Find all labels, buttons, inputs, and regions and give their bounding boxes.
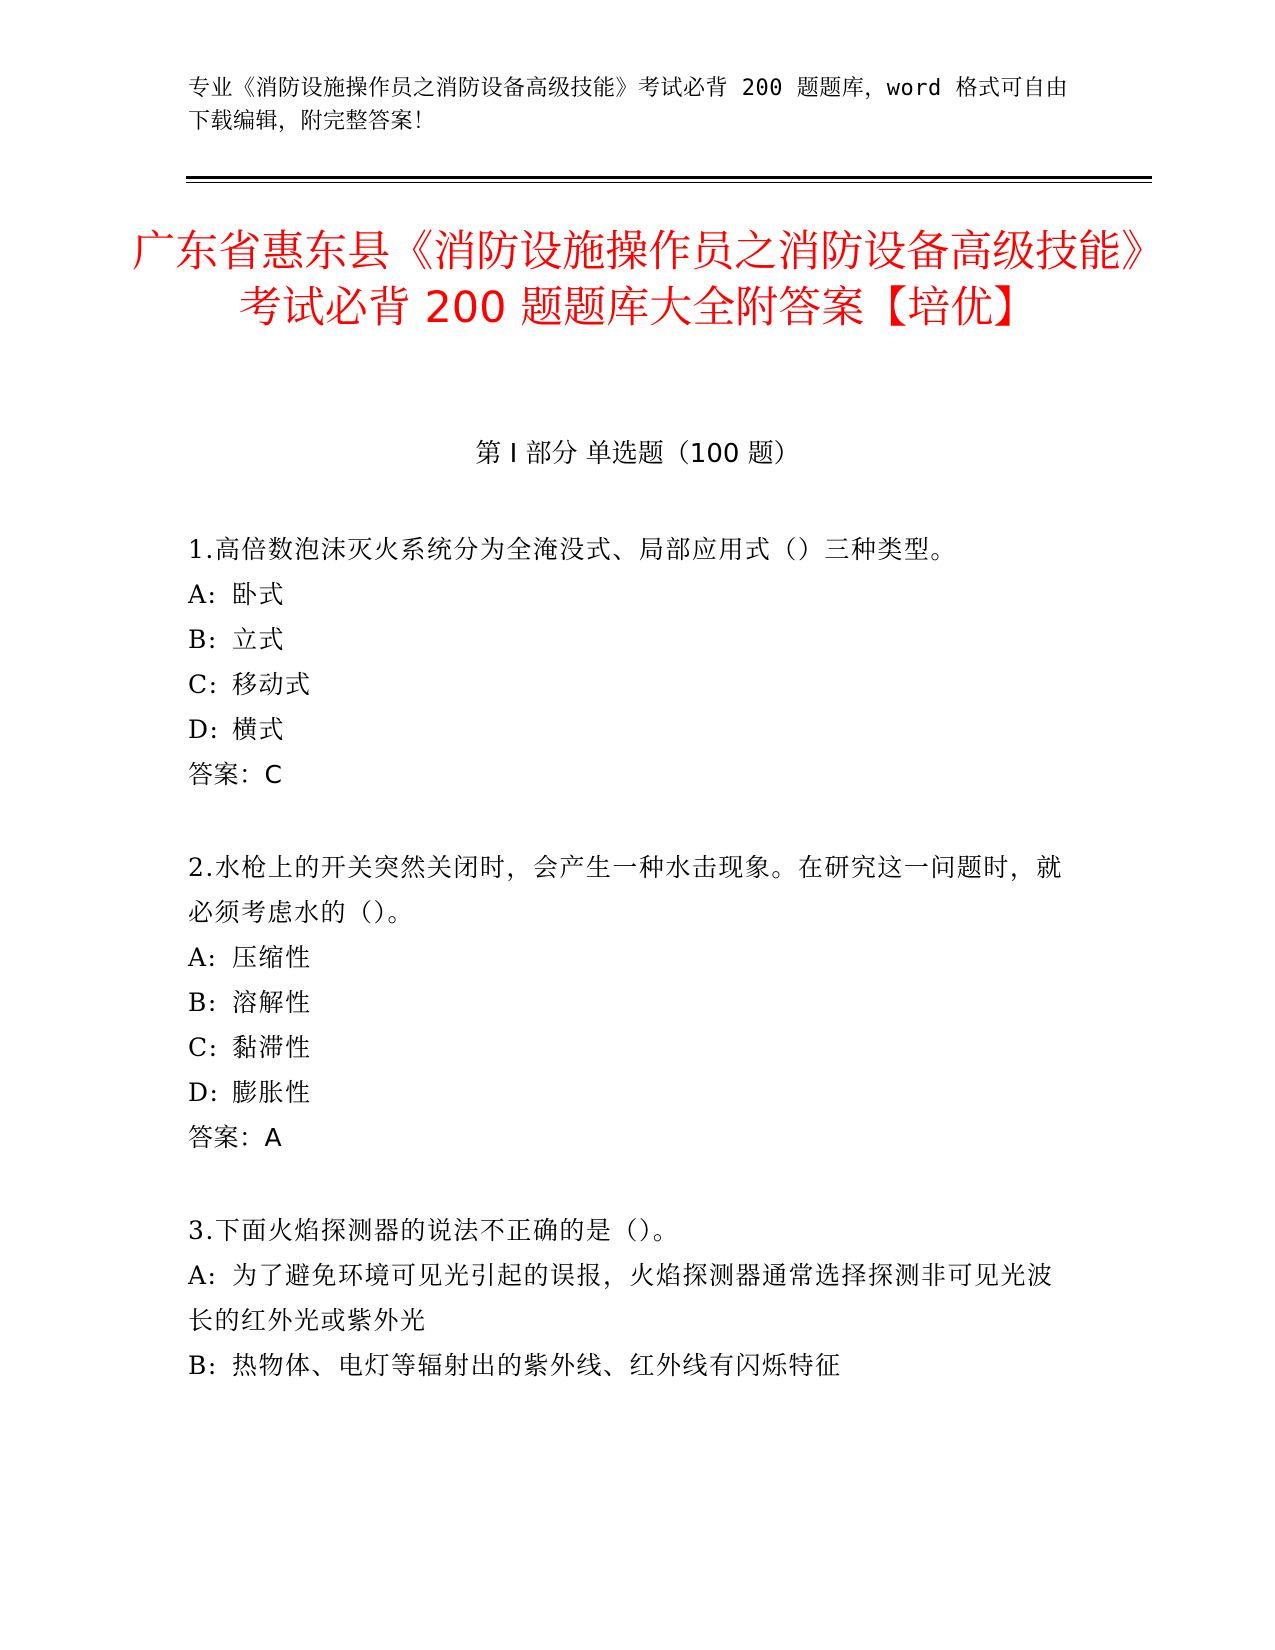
option-text: 压缩性 xyxy=(232,943,312,972)
option-letter: D: xyxy=(188,715,220,744)
question-list xyxy=(188,527,1078,1436)
option-text: 热物体、电灯等辐射出的紫外线、红外线有闪烁特征 xyxy=(232,1351,842,1380)
header-note: 专业《消防设施操作员之消防设备高级技能》考试必背 200 题题库，word 格式可自由下载编辑，附完整答案！ xyxy=(188,76,1068,134)
question-answer: 答案：C xyxy=(188,760,283,789)
option-text: 溶解性 xyxy=(232,988,312,1017)
header-divider-thin xyxy=(186,182,1152,183)
option-letter: C: xyxy=(188,1033,219,1062)
document-title: 广东省惠东县《消防设施操作员之消防设备高级技能》考试必背 200 题题库大全附答案【培优】 xyxy=(132,227,1143,333)
question-stem: 1.高倍数泡沫灭火系统分为全淹没式、局部应用式（）三种类型。 xyxy=(188,535,957,564)
option-d xyxy=(188,1070,1078,1115)
option-a xyxy=(188,572,1078,617)
question-3 xyxy=(188,1208,1078,1388)
option-letter: A: xyxy=(188,943,218,972)
option-c xyxy=(188,1025,1078,1070)
option-letter: C: xyxy=(188,670,219,699)
option-b xyxy=(188,1343,1078,1388)
option-text: 为了避免环境可见光引起的误报，火焰探测器通常选择探测非可见光波长的红外光或紫外光 xyxy=(188,1261,1054,1335)
section-title: 第 I 部分 单选题（100 题） xyxy=(475,439,800,469)
option-letter: B: xyxy=(188,625,218,654)
option-letter: D: xyxy=(188,1078,220,1107)
option-letter: B: xyxy=(188,988,218,1017)
option-text: 横式 xyxy=(232,715,286,744)
option-text: 卧式 xyxy=(232,580,286,609)
option-a xyxy=(188,1253,1078,1343)
question-1 xyxy=(188,527,1078,797)
option-a xyxy=(188,935,1078,980)
question-stem: 2.水枪上的开关突然关闭时，会产生一种水击现象。在研究这一问题时，就必须考虑水的（）。 xyxy=(188,853,1063,927)
header-divider-thick xyxy=(186,176,1152,179)
option-b xyxy=(188,980,1078,1025)
option-letter: B: xyxy=(188,1351,218,1380)
option-text: 移动式 xyxy=(232,670,312,699)
option-letter: A: xyxy=(188,580,218,609)
option-d xyxy=(188,707,1078,752)
option-text: 黏滞性 xyxy=(232,1033,312,1062)
option-c xyxy=(188,662,1078,707)
question-stem: 3.下面火焰探测器的说法不正确的是（）。 xyxy=(188,1216,680,1245)
option-letter: A: xyxy=(188,1261,218,1290)
question-2 xyxy=(188,845,1078,1160)
option-text: 立式 xyxy=(232,625,286,654)
option-text: 膨胀性 xyxy=(232,1078,312,1107)
option-b xyxy=(188,617,1078,662)
question-answer: 答案：A xyxy=(188,1123,283,1152)
